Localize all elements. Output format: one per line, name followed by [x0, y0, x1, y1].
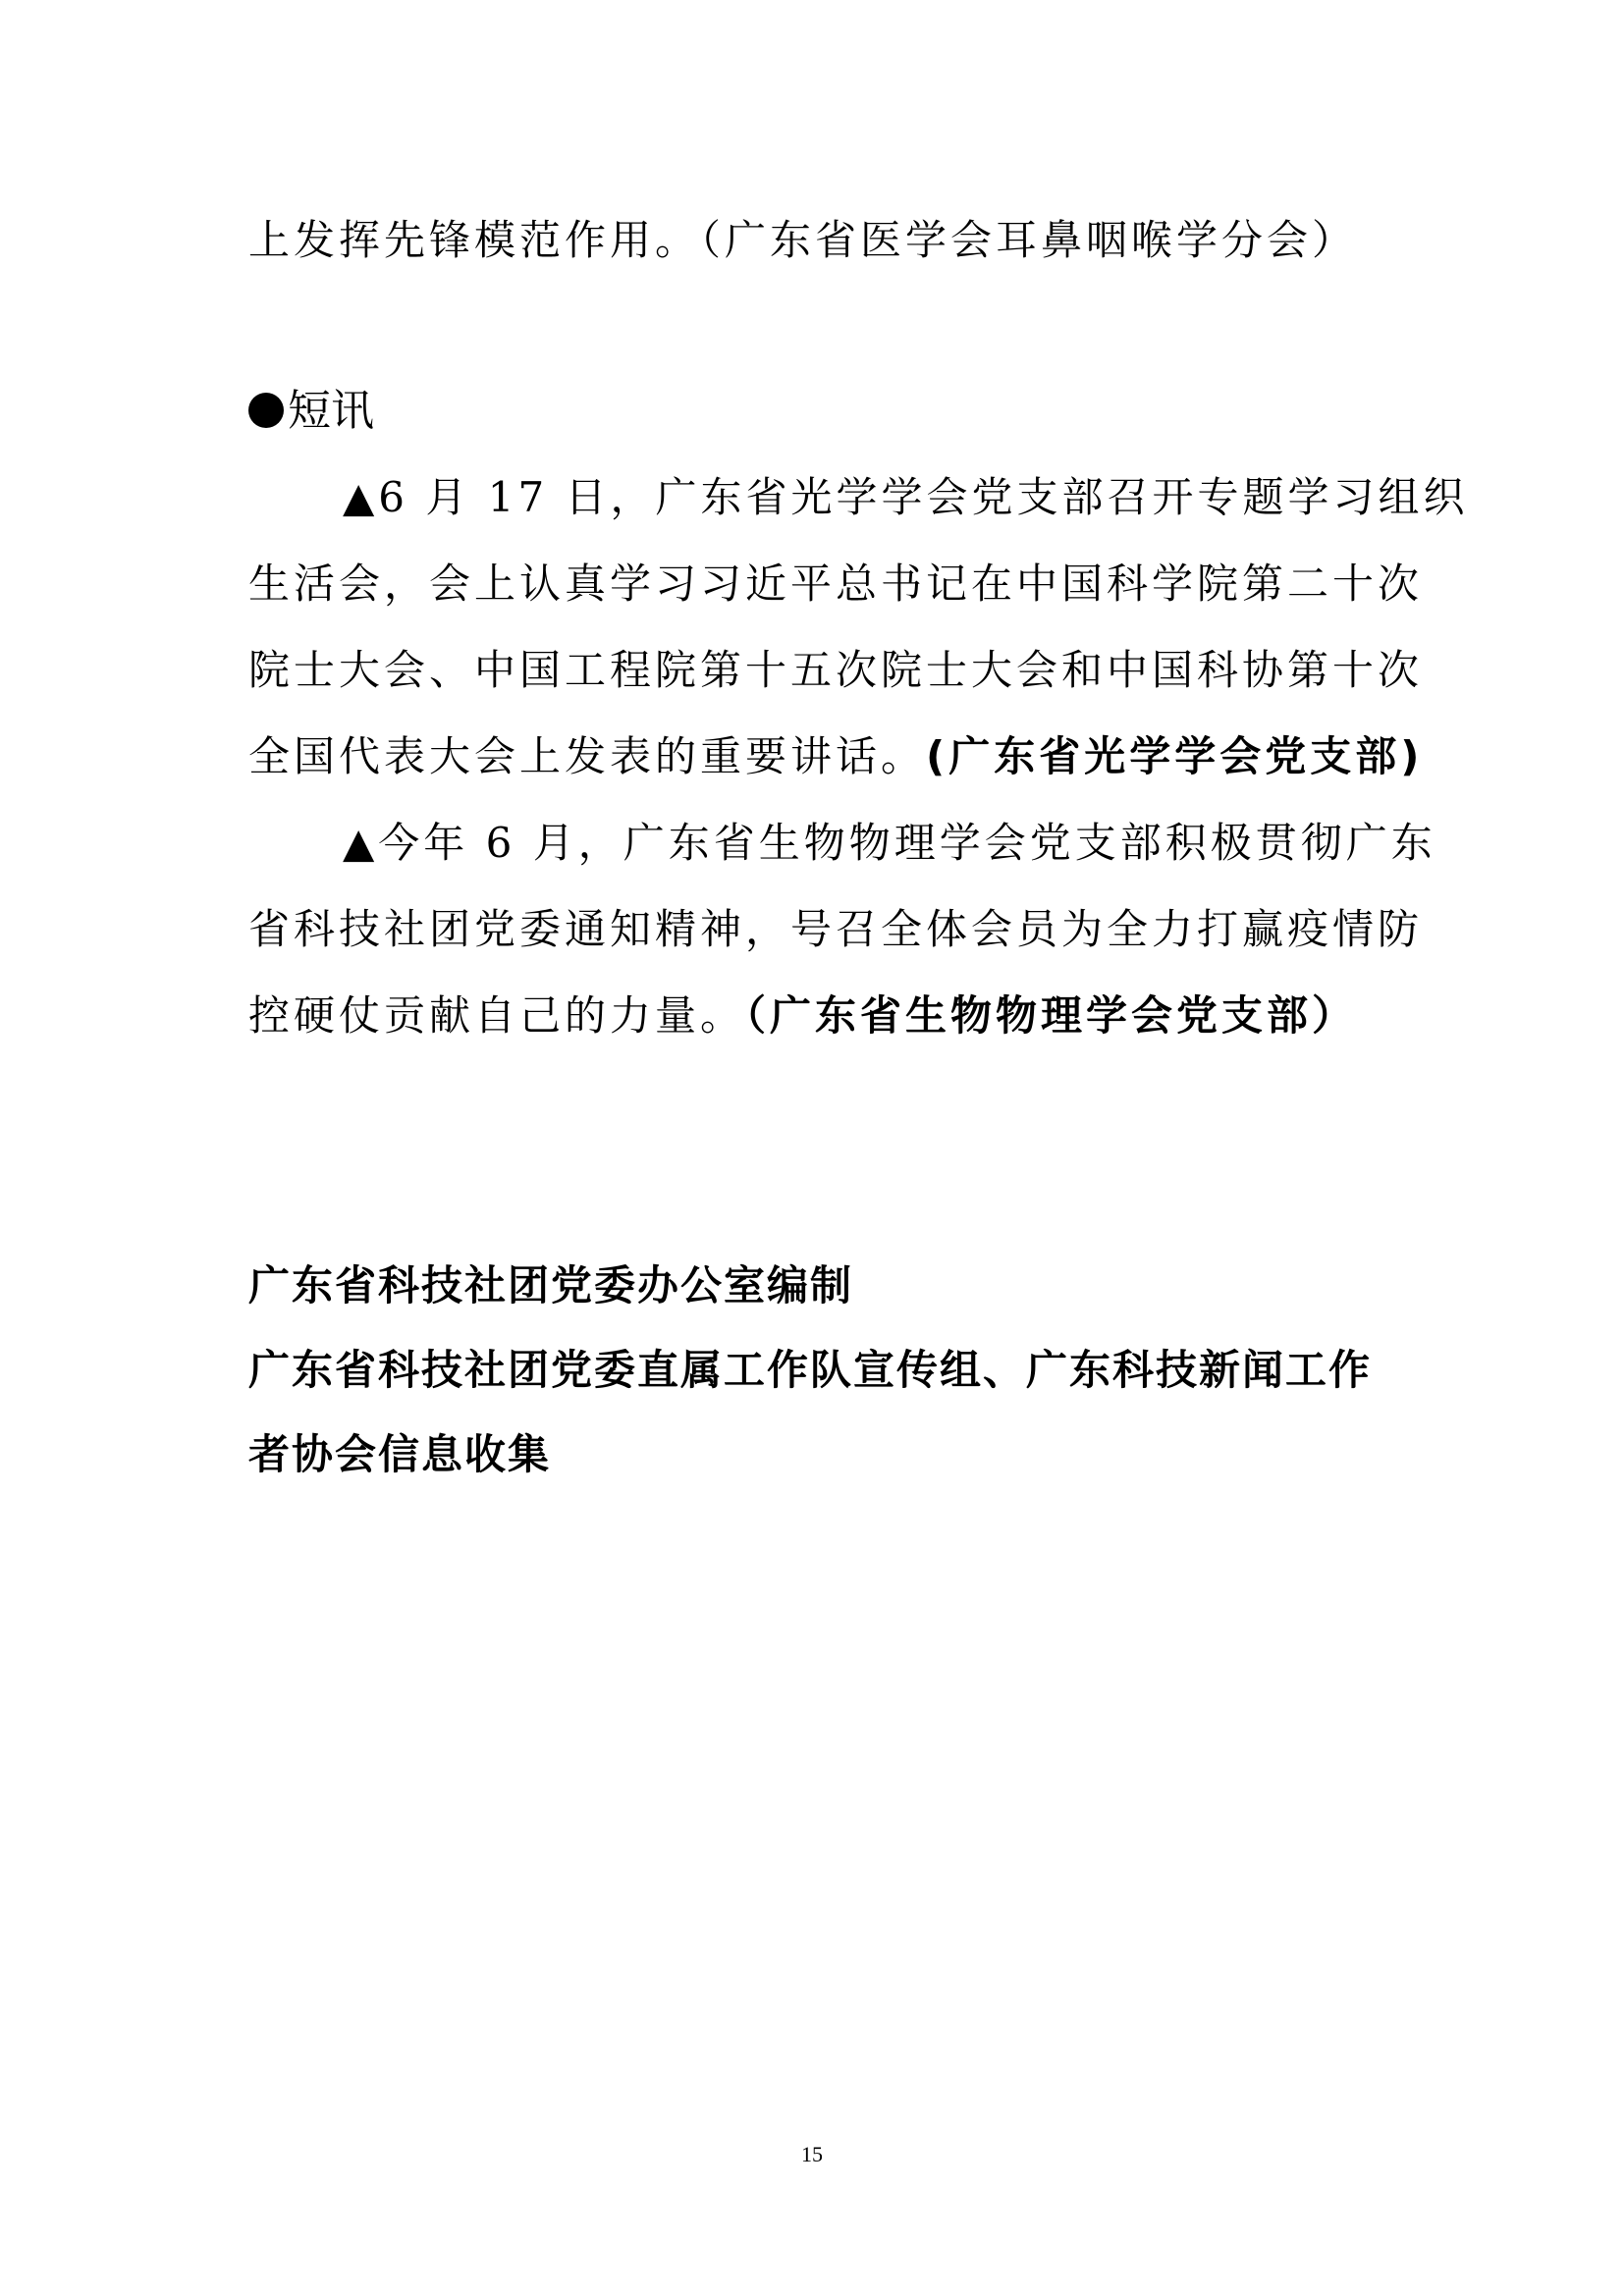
- news-item-1-line-2: 生活会，会上认真学习习近平总书记在中国科学院第二十次: [248, 560, 1424, 608]
- opening-line: [248, 197, 1387, 284]
- news-item-1-line-1: ▲6 月 17 日，广东省光学学会党支部召开专题学习组织: [343, 473, 1469, 521]
- footer-collection-line-2: 者协会信息收集: [248, 1430, 552, 1478]
- news-item-1-source: (广东省光学学会党支部): [926, 732, 1424, 780]
- footer-collection-line-1: 广东省科技社团党委直属工作队宣传组、广东科技新闻工作: [248, 1346, 1373, 1394]
- news-heading: [248, 368, 1387, 454]
- black-circle-icon: [248, 393, 284, 428]
- page-number: 15: [801, 2142, 823, 2166]
- news-item-1-line-3: 院士大会、中国工程院第十五次院士大会和中国科协第十次: [248, 646, 1424, 694]
- news-heading-text: 短讯: [288, 386, 374, 436]
- news-item-1-line-4: 全国代表大会上发表的重要讲话。(广东省光学学会党支部): [248, 732, 1424, 780]
- news-item-2-source: （广东省生物物理学会党支部）: [745, 991, 1358, 1040]
- opening-line-text: 上发挥先锋模范作用。（广东省医学会耳鼻咽喉学分会）: [248, 216, 1358, 264]
- footer-editor-line: 广东省科技社团党委办公室编制: [248, 1261, 854, 1309]
- news-item-2-line-1: ▲今年 6 月，广东省生物物理学会党支部积极贯彻广东: [343, 819, 1436, 867]
- news-item-2-line-3: 控硬仗贡献自己的力量。（广东省生物物理学会党支部）: [248, 991, 1358, 1040]
- news-item-2-line-2: 省科技社团党委通知精神，号召全体会员为全力打赢疫情防: [248, 905, 1424, 953]
